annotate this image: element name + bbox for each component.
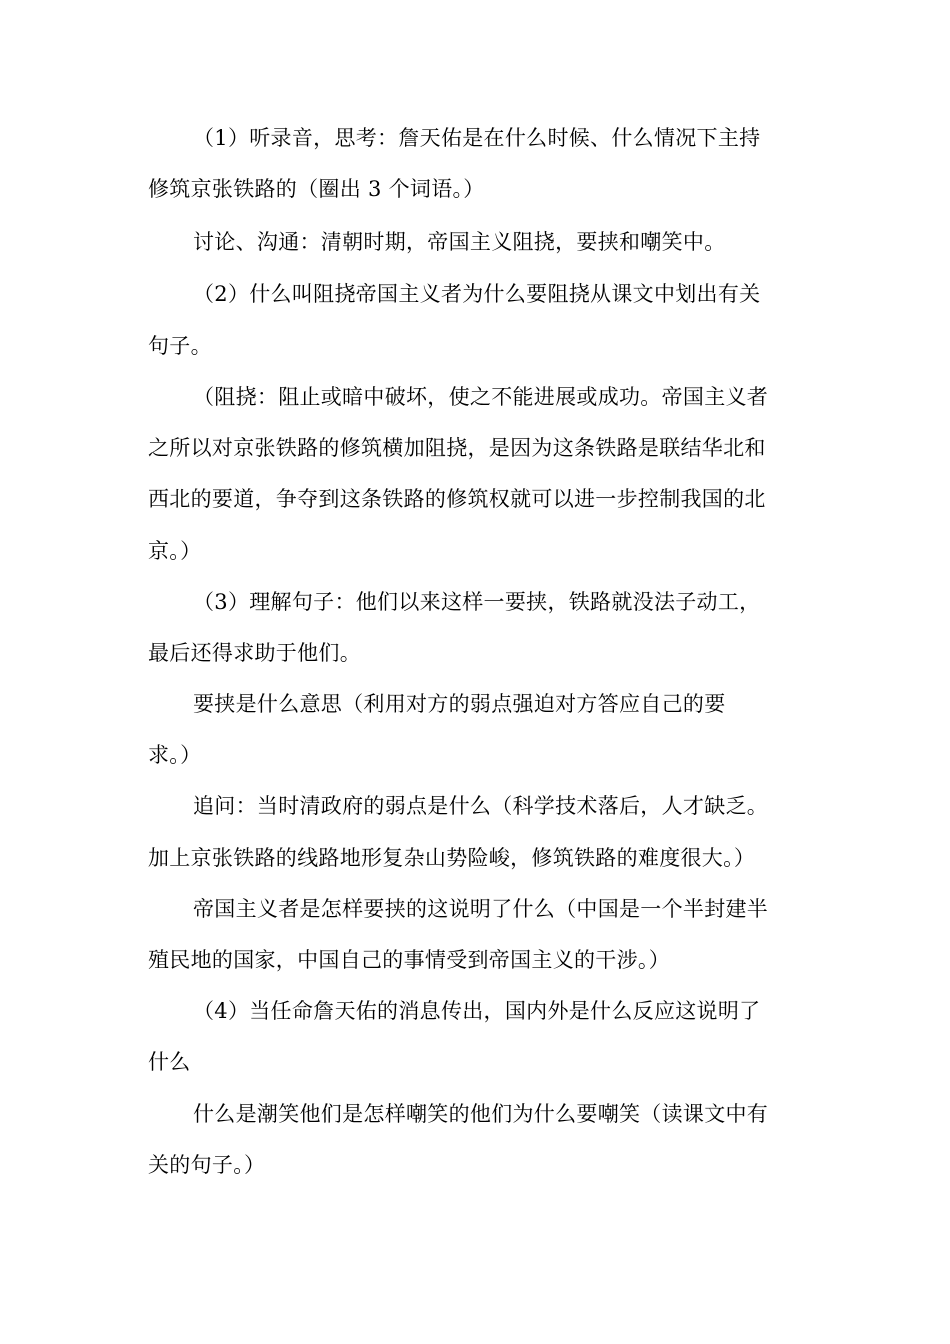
text-line: 要挟是什么意思（利用对方的弱点强迫对方答应自己的要: [193, 692, 726, 716]
text-line: （1）听录音，思考：詹天佑是在什么时候、什么情况下主持: [193, 126, 761, 150]
text-line: （3）理解句子：他们以来这样一要挟，铁路就没法子动工，: [193, 590, 761, 614]
text-line: （4）当任命詹天佑的消息传出，国内外是什么反应这说明了: [193, 999, 761, 1023]
text-line: 句子。: [148, 334, 212, 358]
text-line: 最后还得求助于他们。: [148, 641, 361, 665]
text-line: 讨论、沟通：清朝时期，帝国主义阻挠，要挟和嘲笑中。: [193, 230, 726, 254]
text-line: 修筑京张铁路的（圈出 3 个词语。）: [148, 177, 485, 201]
text-line: 追问：当时清政府的弱点是什么（科学技术落后，人才缺乏。: [193, 794, 769, 818]
text-line: 帝国主义者是怎样要挟的这说明了什么（中国是一个半封建半: [193, 897, 769, 921]
text-line: 什么: [148, 1050, 191, 1074]
text-line: 之所以对京张铁路的修筑横加阻挠，是因为这条铁路是联结华北和: [148, 436, 766, 460]
text-line: （阻挠：阻止或暗中破坏，使之不能进展或成功。帝国主义者: [193, 385, 769, 409]
text-line: 京。）: [148, 539, 202, 563]
text-line: （2）什么叫阻挠帝国主义者为什么要阻挠从课文中划出有关: [193, 282, 761, 306]
text-line: 关的句子。）: [148, 1153, 266, 1177]
text-line: 殖民地的国家，中国自己的事情受到帝国主义的干涉。）: [148, 948, 670, 972]
text-line: 什么是潮笑他们是怎样嘲笑的他们为什么要嘲笑（读课文中有: [193, 1102, 769, 1126]
text-line: 求。）: [148, 743, 202, 767]
text-line: 西北的要道，争夺到这条铁路的修筑权就可以进一步控制我国的北: [148, 487, 766, 511]
text-line: 加上京张铁路的线路地形复杂山势险峻，修筑铁路的难度很大。）: [148, 846, 756, 870]
